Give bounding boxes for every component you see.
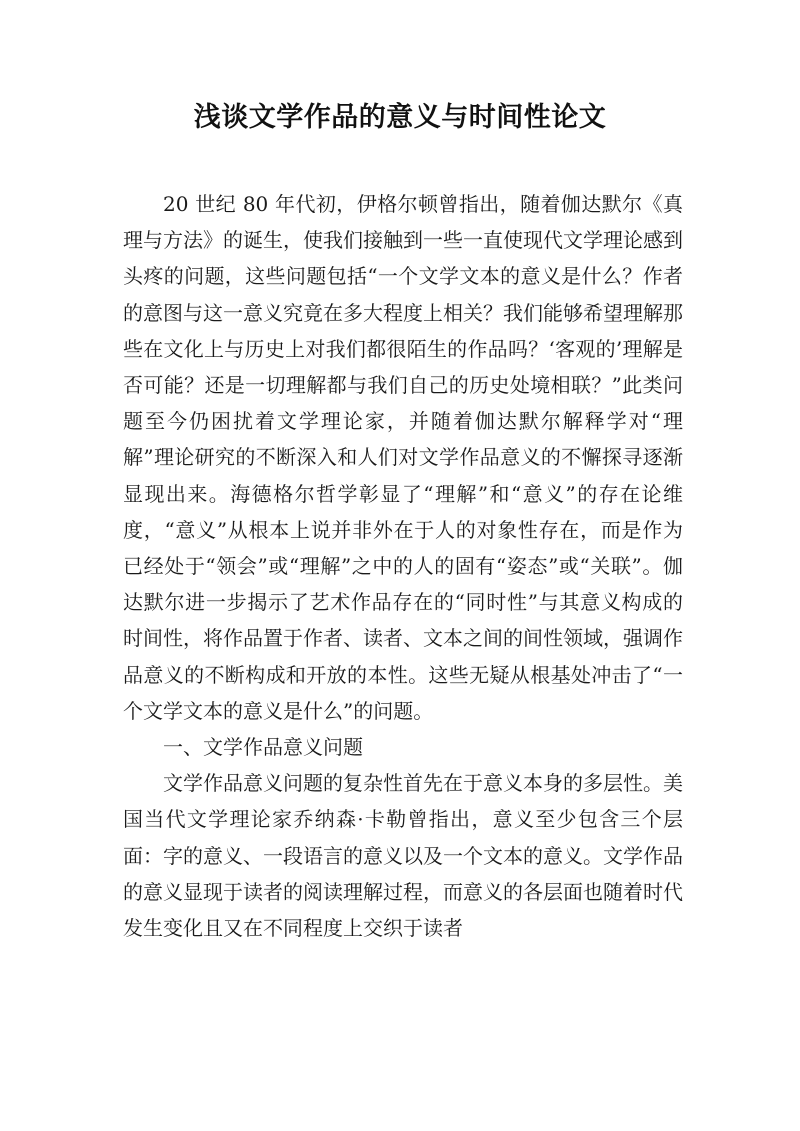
paragraph-section-1: 文学作品意义问题的复杂性首先在于意义本身的多层性。美国当代文学理论家乔纳森·卡勒曾指出，意义至少包含三个层面：字的意义、一段语言的意义以及一个文本的意义。文学作品的意义显现于读者的阅读理解过程，而意义的各层面也随着时代发生变化且又在不同程度上交织于读者 bbox=[123, 771, 683, 941]
document-title: 浅谈文学作品的意义与时间性论文 bbox=[193, 102, 607, 133]
section-heading: 一、文学作品意义问题 bbox=[163, 735, 363, 760]
paragraph-intro: 20 世纪 80 年代初，伊格尔顿曾指出，随着伽达默尔《真理与方法》的诞生，使我们接触到一些一直使现代文学理论感到头疼的问题，这些问题包括“一个文学文本的意义是什么？作者的意图与这一意义究竟在多大程度上相关？我们能够希望理解那些在文化上与历史上对我们都很陌生的作品吗？‘客观的’理解是否可能？还是一切理解都与我们自己的历史处境相联？”此类问题至今仍困扰着文学理论家，并随着伽达默尔解释学对“理解”理论研究的不断深入和人们对文学作品意义的不懈探寻逐渐显现出来。海德格尔哲学彰显了“理解”和“意义”的存在论维度，“意义”从根本上说并非外在于人的对象性存在，而是作为已经处于“领会”或“理解”之中的人的固有“姿态”或“关联”。伽达默尔进一步揭示了艺术作品存在的“同时性”与其意义构成的时间性，将作品置于作者、读者、文本之间的间性领域，强调作品意义的不断构成和开放的本性。这些无疑从根基处冲击了“一个文学文本的意义是什么”的问题。 bbox=[123, 192, 683, 723]
document-body bbox=[123, 186, 683, 946]
